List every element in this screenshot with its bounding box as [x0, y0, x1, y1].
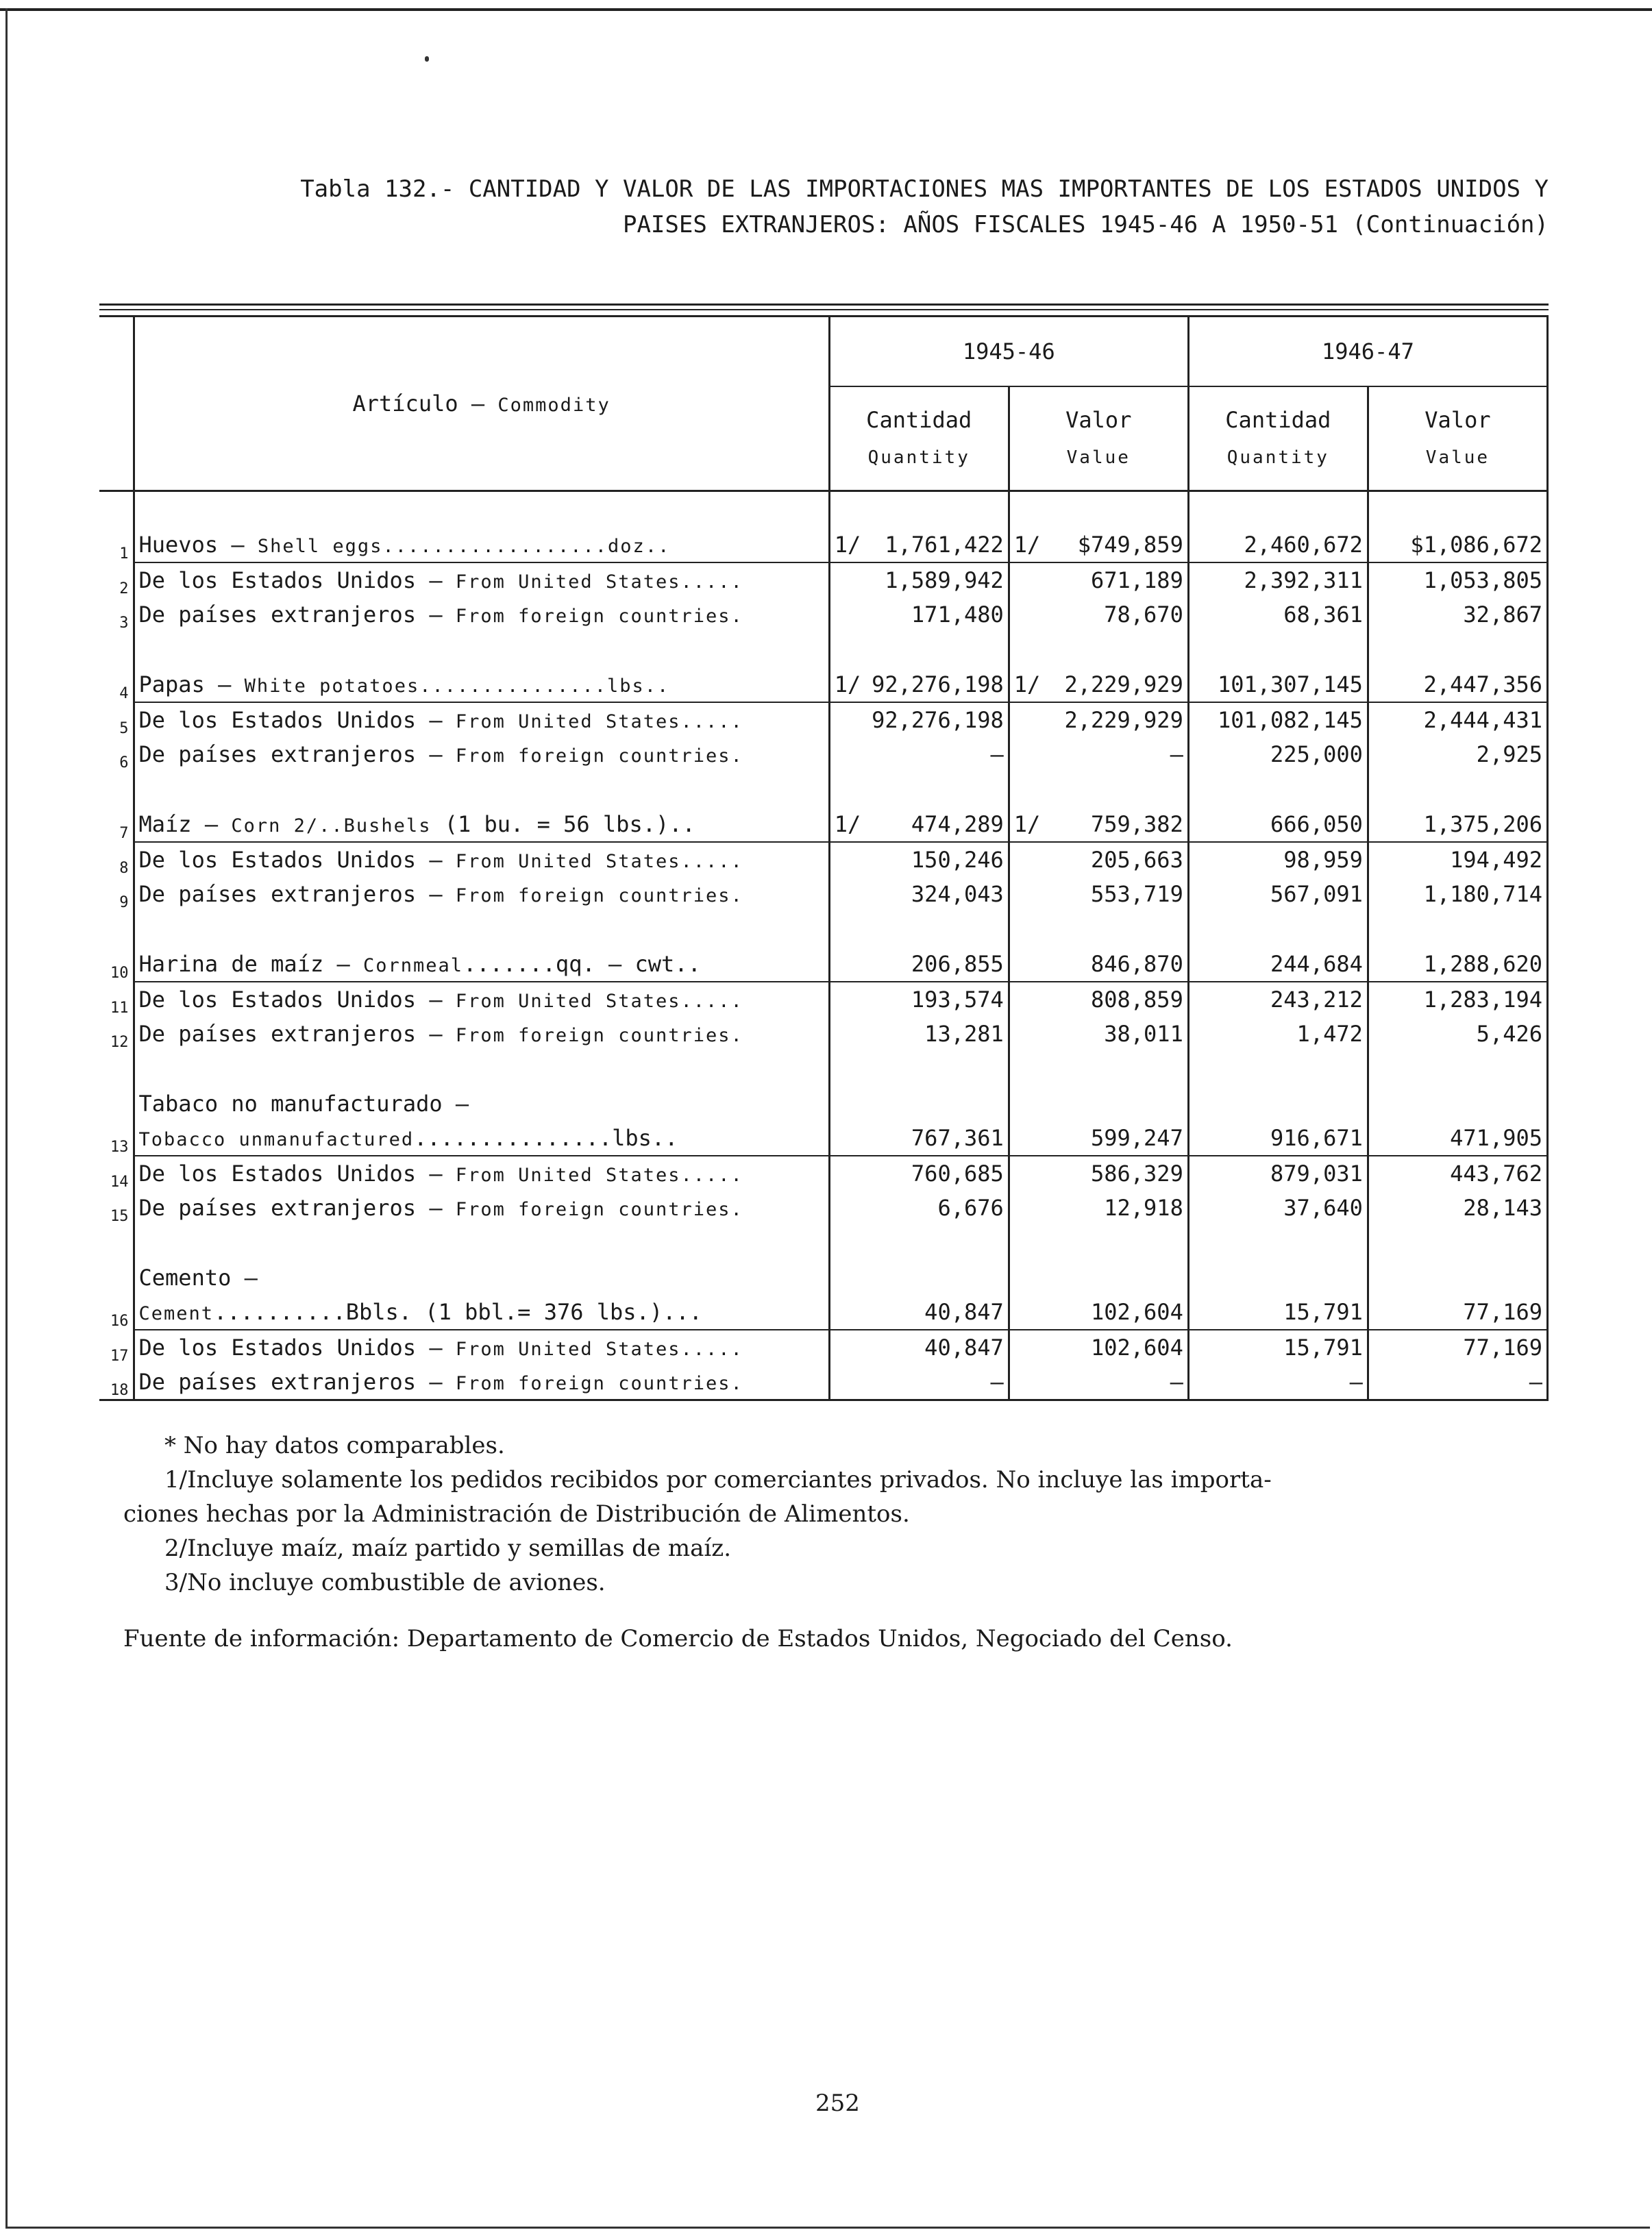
table-top-rule-2: [99, 309, 1549, 310]
footnote-star: * No hay datos comparables.: [164, 1432, 505, 1459]
imports-table: [99, 315, 1549, 1401]
table-title: [260, 171, 1549, 243]
table-row: 2 De los Estados Unidos — From United States..... 1,589,942 671,189 2,392,311 1,053,805: [99, 562, 1548, 597]
footnote-3: 3/No incluye combustible de aviones.: [164, 1569, 606, 1596]
table-row-pre: Tabaco no manufacturado —: [99, 1087, 1548, 1121]
speck: [425, 56, 429, 62]
table-row: 4 Papas — White potatoes...............lbs.. 1/ 92,276,198 1/ 2,229,929 101,307,145 2,447,356: [99, 667, 1548, 702]
footnote-2: 2/Incluye maíz, maíz partido y semillas de maíz.: [164, 1535, 732, 1562]
table-row: 15 De países extranjeros — From foreign countries. 6,676 12,918 37,640 28,143: [99, 1191, 1548, 1225]
qty-header-1945: Cantidad Quantity: [829, 386, 1009, 491]
year-header-1945: 1945-46: [829, 317, 1188, 387]
table-row: 7 Maíz — Corn 2/..Bushels (1 bu. = 56 lbs.).. 1/ 474,289 1/ 759,382 666,050 1,375,206: [99, 807, 1548, 842]
table-row: 8 De los Estados Unidos — From United States..... 150,246 205,663 98,959 194,492: [99, 842, 1548, 877]
page-frame-bottom: [5, 2227, 1650, 2229]
title-line-2: PAISES EXTRANJEROS: AÑOS FISCALES 1945-46 A 1950-51 (Continuación): [622, 211, 1549, 238]
title-line-1: Tabla 132.- CANTIDAD Y VALOR DE LAS IMPORTACIONES MAS IMPORTANTES DE LOS ESTADOS UNIDOS Y: [300, 175, 1549, 203]
page-number: 252: [815, 2090, 860, 2117]
val-header-1945: Valor Value: [1009, 386, 1188, 491]
table-row: 14 De los Estados Unidos — From United States..... 760,685 586,329 879,031 443,762: [99, 1156, 1548, 1191]
source-note: Fuente de información: Departamento de Comercio de Estados Unidos, Negociado del Censo.: [123, 1625, 1233, 1652]
footnote-1: 1/Incluye solamente los pedidos recibidos por comerciantes privados. No incluye las importa-: [164, 1466, 1272, 1494]
table-row: 16 Cement..........Bbls. (1 bbl.= 376 lbs.)... 40,847 102,604 15,791 77,169: [99, 1295, 1548, 1330]
qty-header-1946: Cantidad Quantity: [1188, 386, 1368, 491]
page-frame-top: [0, 8, 1652, 11]
table-row: 17 De los Estados Unidos — From United States..... 40,847 102,604 15,791 77,169: [99, 1330, 1548, 1365]
row-number-header: [99, 317, 134, 491]
page-frame-left: [5, 8, 8, 2228]
table-row: 3 De países extranjeros — From foreign countries. 171,480 78,670 68,361 32,867: [99, 597, 1548, 632]
table-row: 5 De los Estados Unidos — From United States..... 92,276,198 2,229,929 101,082,145 2,444,431: [99, 702, 1548, 737]
year-header-1946: 1946-47: [1188, 317, 1547, 387]
article-header-en: Commodity: [497, 395, 611, 416]
footnotes: [123, 1428, 1521, 1656]
table-row: 11 De los Estados Unidos — From United States..... 193,574 808,859 243,212 1,283,194: [99, 982, 1548, 1017]
article-header: [134, 317, 829, 491]
val-header-1946: Valor Value: [1368, 386, 1547, 491]
table-row: 6 De países extranjeros — From foreign countries. — — 225,000 2,925: [99, 737, 1548, 771]
article-header-es: Artículo —: [352, 391, 485, 417]
table-row: 18 De países extranjeros — From foreign countries. — — — —: [99, 1365, 1548, 1400]
table-row: 9 De países extranjeros — From foreign countries. 324,043 553,719 567,091 1,180,714: [99, 877, 1548, 911]
table-row: 1 Huevos — Shell eggs..................doz.. 1/ 1,761,422 1/ $749,859 2,460,672 $1,086,672: [99, 528, 1548, 562]
table-row: 13 Tobacco unmanufactured...............lbs.. 767,361 599,247 916,671 471,905: [99, 1121, 1548, 1156]
table-row: 12 De países extranjeros — From foreign countries. 13,281 38,011 1,472 5,426: [99, 1017, 1548, 1051]
footnote-1-cont: ciones hechas por la Administración de Distribución de Alimentos.: [123, 1500, 910, 1528]
table-top-rule: [99, 303, 1549, 306]
table-row: 10 Harina de maíz — Cornmeal.......qq. — cwt.. 206,855 846,870 244,684 1,288,620: [99, 947, 1548, 982]
table-row-pre: Cemento —: [99, 1261, 1548, 1295]
